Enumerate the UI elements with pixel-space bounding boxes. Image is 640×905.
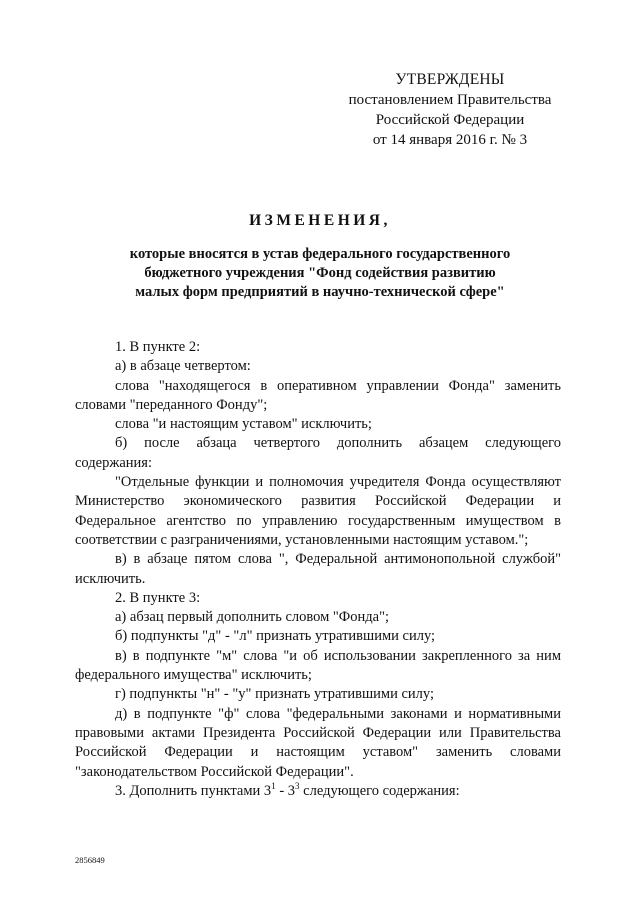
paragraph: 2. В пункте 3:	[115, 589, 201, 606]
document-title: ИЗМЕНЕНИЯ,	[249, 212, 391, 229]
paragraph: 1. В пункте 2:	[115, 339, 201, 355]
document-subtitle	[60, 245, 580, 302]
paragraph: слова "и настоящим уставом" исключить;	[115, 416, 372, 433]
paragraph: в) в абзаце пятом слова ", Федеральной антимонопольной службой" исключить.	[75, 551, 561, 587]
approval-line-country: Российской Федерации	[375, 112, 525, 128]
last-paragraph-prefix: 3. Дополнить пунктами 3	[115, 782, 272, 799]
approval-line-date: от 14 января 2016 г. № 3	[372, 132, 528, 148]
paragraph: б) после абзаца четвертого дополнить абзацем следующего содержания:	[75, 435, 561, 471]
paragraph: г) подпункты "н" - "у" признать утратившими силу;	[115, 686, 434, 703]
paragraph: "Отдельные функции и полномочия учредителя Фонда осуществляют Министерство экономического развития Российской Федерации и Федеральное агентство по управлению государственным имуществом в соответствии с разграничениями, установленными настоящим уставом.";	[75, 474, 561, 548]
subtitle-line-2: бюджетного учреждения "Фонд содействия развитию	[144, 265, 496, 281]
superscript-3: 3	[295, 781, 300, 791]
paragraph: а) абзац первый дополнить словом "Фонда";	[115, 609, 390, 626]
approval-block	[340, 70, 560, 150]
last-paragraph-middle: - 3	[275, 782, 296, 799]
document-body	[75, 338, 561, 801]
subtitle-line-1: которые вносятся в устав федерального государственного	[129, 246, 511, 262]
approval-line-decree: постановлением Правительства	[348, 92, 552, 108]
approval-heading: УТВЕРЖДЕНЫ	[395, 71, 505, 88]
subtitle-line-3: малых форм предприятий в научно-технической сфере"	[135, 284, 505, 300]
paragraph: д) в подпункте "ф" слова "федеральными законами и нормативными правовыми актами Президента Российской Федерации или Правительства Российской Федерации и настоящим уставом" заменить словами "законодательством Российской Федерации".	[75, 705, 561, 780]
paragraph: б) подпункты "д" - "л" признать утратившими силу;	[115, 628, 436, 645]
paragraph: слова "находящегося в оперативном управлении Фонда" заменить словами "переданного Фонду";	[75, 377, 561, 413]
paragraph: в) в подпункте "м" слова "и об использовании закрепленного за ним федерального имущества" исключить;	[75, 647, 561, 684]
paragraph: а) в абзаце четвертом:	[115, 358, 251, 375]
last-paragraph-suffix: следующего содержания:	[299, 782, 460, 799]
footer-document-code: 2856849	[75, 855, 105, 865]
paragraph-last	[75, 782, 561, 801]
superscript-1: 1	[271, 781, 276, 791]
